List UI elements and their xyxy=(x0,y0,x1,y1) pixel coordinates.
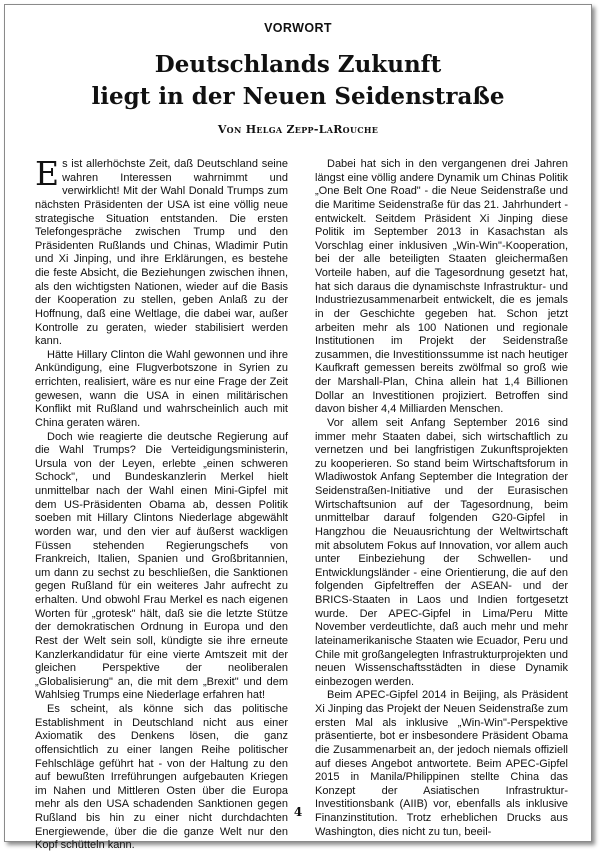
page-number: 4 xyxy=(293,805,303,819)
paragraph: Es scheint, als könne sich das politische Establishment in Deutschland nicht aus einer Axiomatik des Denkens lösen, die ganz offensichtlich zu einer langen Reihe politischer Fehlschläge geführt hat - von der Haltung zu den auf bewußten Irreführungen aufgebauten Kriegen im Nahen und Mittleren Osten über die Europa mehr als den USA schadenden Sanktionen gegen Rußland bis hin zu einer nicht durchdachten Energiewende, über die die ganze Welt nur den Kopf schütteln kann. xyxy=(35,703,288,852)
paragraph: Doch wie reagierte die deutsche Regierung auf die Wahl Trumps? Die Verteidigungsministerin, Ursula von der Leyen, erlebte „einen schweren Schock", und Bundeskanzlerin Merkel hielt unmittelbar nach der Wahl einen Mini-Gipfel mit dem US-Präsidenten Obama ab, dessen Politik soeben mit Hillary Clintons Niederlage abgewählt worden war, und den vier auf äußerst wackligen Füssen stehenden Regierungschefs von Frankreich, Italien, Spanien und Großbritannien, um dann zu sechst zu beschließen, die Sanktionen gegen Rußland für ein weiteres Jahr aufrecht zu erhalten. Und obwohl Frau Merkel es nach eigenen Worten für „grotesk" hält, daß sie die letzte Stütze der demokratischen Ordnung in Europa und den Rest der Welt sein soll, kündigte sie ihre erneute Kanzlerkandidatur für eine vierte Amtszeit mit der gleichen Perspektive der neoliberalen „Globalisierung" an, die mit dem „Brexit" und dem Wahlsieg Trumps eine Niederlage erfahren hat! xyxy=(35,430,288,702)
section-label: VORWORT xyxy=(264,21,332,35)
left-column xyxy=(35,154,288,853)
title-line-1: Deutschlands Zukunft xyxy=(154,51,442,78)
paragraph xyxy=(35,154,288,349)
paragraph: Dabei hat sich in den vergangenen drei Jahren längst eine völlig andere Dynamik um Chinas Politik „One Belt One Road" - die Neue Seidenstraße und die Maritime Seidenstraße für das 21. Jahrhundert - entwickelt. Seitdem Präsident Xi Jinping diese Politik im September 2013 in Kasachstan als Vorschlag einer inklusiven „Win-Win"-Kooperation, bei der alle beteiligten Staaten gleichermaßen Vorteile haben, auf die Tagesordnung gesetzt hat, hat sich daraus die dynamischste Infrastruktur- und Industriezusammenarbeit entwickelt, die es jemals in der Geschichte gegeben hat. Schon jetzt arbeiten mehr als 100 Nationen und regionale Institutionen im Projekt der Seidenstraße zusammen, die Investitionssumme ist nach heutiger Kaufkraft gemessen bereits zwölfmal so groß wie der Marshall-Plan, China allein hat 1,4 Billionen Dollar an Investitionen projiziert. Betroffen sind davon bisher 4,4 Milliarden Menschen. xyxy=(315,158,568,416)
paragraph: Beim APEC-Gipfel 2014 in Beijing, als Präsident Xi Jinping das Projekt der Neuen Seidenstraße zum ersten Mal als inklusive „Win-Win"-Perspektive präsentierte, bot er insbesondere Präsident Obama die Zusammenarbeit an, der jedoch niemals offiziell auf dieses Angebot antwortete. Beim APEC-Gipfel 2015 in Manila/Philippinen stellte China das Konzept der Asiatischen Infrastruktur-Investitionsbank (AIIB) vor, ebenfalls als inklusive Finanzinstitution. Trotz erheblichen Drucks aus Washington, dies nicht zu tun, beeil- xyxy=(315,689,568,838)
author-byline: Von Helga Zepp-LaRouche xyxy=(217,123,379,136)
page xyxy=(4,4,592,852)
paragraph: Hätte Hillary Clinton die Wahl gewonnen und ihre Ankündigung, eine Flugverbotszone in Syrien zu errichten, realisiert, wäre es nur eine Frage der Zeit gewesen, wann die USA in einen militärischen Konflikt mit Rußland und wahrscheinlich auch mit China geraten wären. xyxy=(35,348,288,429)
article-title xyxy=(5,49,591,113)
title-line-2: liegt in der Neuen Seidenstraße xyxy=(91,83,505,110)
drop-cap: E xyxy=(35,154,60,193)
paragraph: Vor allem seit Anfang September 2016 sind immer mehr Staaten dabei, sich wirtschaftlich zu vernetzen und bei langfristigen Zukunftsprojekten zu kooperieren. So stand beim Wirtschaftsforum in Wladiwostok Anfang September die Integration der Seidenstraßen-Initiative und der Eurasischen Wirtschaftsunion auf der Tagesordnung, beim unmittelbar darauf folgenden G20-Gipfel in Hangzhou die Neuausrichtung der Weltwirtschaft mit absolutem Fokus auf Innovation, vor allem auch unter Einbeziehung der Schwellen- und Entwicklungsländer - eine Orientierung, die auf den folgenden Gipfeltreffen der ASEAN- und der BRICS-Staaten in Laos und Indien fortgesetzt wurde. Der APEC-Gipfel in Lima/Peru Mitte November verdeutlichte, daß auch mehr und mehr lateinamerikanische Staaten wie Ecuador, Peru und Chile mit großangelegten Infrastrukturprojekten und neuen Wissenschaftsstädten in diese Dynamik einbezogen werden. xyxy=(315,416,568,688)
right-column xyxy=(315,158,568,839)
paragraph-text: s ist allerhöchste Zeit, daß Deutschland seine wahren Interessen wahrnimmt und verwirklicht! Mit der Wahl Donald Trumps zum nächsten Präsidenten der USA ist eine völlig neue strategische Situation entstanden. Die ersten Telefongespräche zwischen Trump und den Präsidenten Rußlands und Chinas, Wladimir Putin und Xi Jinping, und ihre Erklärungen, es bestehe die feste Absicht, die Beziehungen zwischen ihnen, als den wichtigsten Nationen, wieder auf die Basis der Kooperation zu stellen, geben Anlaß zu der Hoffnung, daß eine Weltlage, die dabei war, außer Kontrolle zu geraten, wieder stabilisiert werden kann. xyxy=(35,158,288,348)
